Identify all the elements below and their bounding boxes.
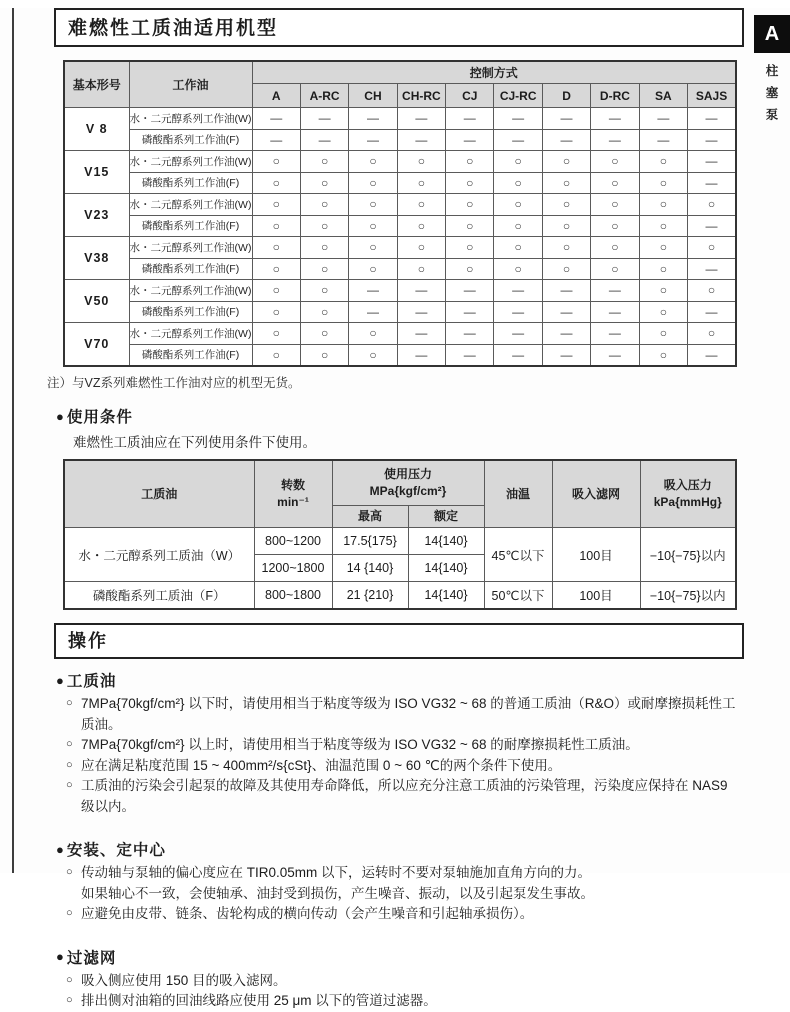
compat-mark-cell: — bbox=[688, 108, 737, 130]
compat-mark-cell: ○ bbox=[397, 172, 445, 194]
bullet-text: 传动轴与泵轴的偏心度应在 TIR0.05mm 以下，运转时不要对泵轴施加直角方向的力。 bbox=[81, 865, 592, 881]
oil-type-cell: 磷酸酯系列工作油(F) bbox=[129, 215, 252, 237]
compat-mark-cell: — bbox=[591, 323, 639, 345]
compat-mark-cell: ○ bbox=[542, 215, 590, 237]
compat-mark-cell: ○ bbox=[349, 172, 397, 194]
speed-cell: 1200~1800 bbox=[254, 555, 332, 582]
oil-type-cell: 水・二元醇系列工作油(W) bbox=[129, 108, 252, 130]
bullet-dot-icon: ● bbox=[56, 841, 65, 857]
section-heading-mounting bbox=[56, 838, 790, 860]
compat-mark-cell: — bbox=[639, 108, 687, 130]
mounting-bullet-list bbox=[66, 863, 738, 925]
compat-mark-cell: — bbox=[494, 280, 542, 302]
compat-mark-cell: ○ bbox=[252, 194, 300, 216]
circle-bullet-icon: ○ bbox=[66, 907, 73, 920]
compat-mark-cell: — bbox=[446, 108, 494, 130]
compat-mark-cell: ○ bbox=[639, 151, 687, 173]
list-item bbox=[66, 776, 738, 817]
fluid-bullet-list bbox=[66, 694, 738, 817]
bullet-dot-icon: ● bbox=[56, 408, 65, 424]
compat-mark-cell: ○ bbox=[349, 258, 397, 280]
category-char: 塞 bbox=[765, 86, 779, 100]
cond-col-strainer: 吸入滤网 bbox=[552, 460, 640, 528]
category-char: 柱 bbox=[765, 64, 779, 78]
compat-mark-cell: ○ bbox=[494, 215, 542, 237]
compat-mark-cell: ○ bbox=[397, 194, 445, 216]
compat-mark-cell: ○ bbox=[300, 172, 348, 194]
speed-cell: 800~1200 bbox=[254, 528, 332, 555]
list-item bbox=[66, 756, 738, 777]
speed-label: 转数 bbox=[280, 478, 305, 493]
rated-pressure-cell: 14{140} bbox=[408, 582, 484, 610]
compat-mark-cell: ○ bbox=[688, 280, 737, 302]
table-row bbox=[64, 151, 736, 173]
compat-mark-cell: ○ bbox=[397, 258, 445, 280]
suction-cell: −10{−75}以内 bbox=[640, 528, 736, 582]
compat-mark-cell: ○ bbox=[542, 151, 590, 173]
list-item bbox=[66, 863, 738, 884]
compat-mark-cell: — bbox=[300, 108, 348, 130]
table-row bbox=[64, 344, 736, 366]
list-item bbox=[66, 694, 738, 735]
bullet-text: 排出侧对油箱的回油线路应使用 25 μm 以下的管道过滤器。 bbox=[81, 993, 437, 1009]
compat-mark-cell: ○ bbox=[300, 301, 348, 323]
compat-mark-cell: ○ bbox=[300, 280, 348, 302]
compat-mark-cell: ○ bbox=[446, 172, 494, 194]
compat-mark-cell: ○ bbox=[494, 172, 542, 194]
oil-type-cell: 磷酸酯系列工作油(F) bbox=[129, 301, 252, 323]
compat-mark-cell: — bbox=[591, 344, 639, 366]
conditions-heading: 使用条件 bbox=[66, 409, 133, 426]
compat-mark-cell: ○ bbox=[397, 237, 445, 259]
compat-mark-cell: — bbox=[591, 301, 639, 323]
circle-bullet-icon: ○ bbox=[66, 779, 73, 792]
compat-mark-cell: — bbox=[688, 301, 737, 323]
compat-mark-cell: — bbox=[542, 344, 590, 366]
strainer-cell: 100目 bbox=[552, 582, 640, 610]
compat-mark-cell: ○ bbox=[300, 323, 348, 345]
suction-unit: kPa{mmHg} bbox=[653, 495, 722, 509]
oil-type-cell: 水・二元醇系列工作油(W) bbox=[129, 194, 252, 216]
pressure-label: 使用压力 bbox=[383, 467, 432, 482]
compat-mark-cell: ○ bbox=[397, 151, 445, 173]
list-item bbox=[66, 904, 738, 925]
table-row bbox=[64, 528, 736, 555]
compat-mark-cell: ○ bbox=[591, 215, 639, 237]
compat-mark-cell: ○ bbox=[252, 280, 300, 302]
table-row bbox=[64, 215, 736, 237]
compat-mark-cell: — bbox=[349, 280, 397, 302]
compat-mark-cell: ○ bbox=[542, 258, 590, 280]
compat-mark-cell: ○ bbox=[252, 215, 300, 237]
compat-mark-cell: ○ bbox=[446, 237, 494, 259]
cond-col-temp: 油温 bbox=[484, 460, 552, 528]
compat-mark-cell: — bbox=[688, 151, 737, 173]
compat-mark-cell: ○ bbox=[252, 172, 300, 194]
compat-mark-cell: — bbox=[494, 108, 542, 130]
compat-mark-cell: — bbox=[688, 129, 737, 151]
compat-mark-cell: ○ bbox=[446, 194, 494, 216]
compat-mark-cell: — bbox=[397, 344, 445, 366]
speed-cell: 800~1800 bbox=[254, 582, 332, 610]
compat-mark-cell: ○ bbox=[349, 194, 397, 216]
compat-mark-cell: ○ bbox=[494, 258, 542, 280]
oil-type-cell: 水・二元醇系列工作油(W) bbox=[129, 151, 252, 173]
bullet-text: 如果轴心不一致，会使轴承、油封受到损伤，产生噪音、振动，以及引起泵发生事故。 bbox=[81, 885, 594, 901]
model-cell: V50 bbox=[64, 280, 129, 323]
compat-mark-cell: ○ bbox=[252, 258, 300, 280]
suction-label: 吸入压力 bbox=[663, 478, 712, 493]
bullet-text: 应避免由皮带、链条、齿轮构成的横向传动（会产生噪音和引起轴承损伤）。 bbox=[81, 906, 534, 922]
cond-col-fluid: 工质油 bbox=[64, 460, 254, 528]
circle-bullet-icon: ○ bbox=[66, 697, 73, 709]
suction-cell: −10{−75}以内 bbox=[640, 582, 736, 610]
cond-col-suction bbox=[640, 460, 736, 528]
compatibility-table bbox=[63, 60, 737, 367]
section-heading-conditions bbox=[56, 405, 790, 427]
compat-mark-cell: ○ bbox=[300, 258, 348, 280]
bullet-dot-icon: ● bbox=[56, 672, 65, 688]
bullet-text: 工质油的污染会引起泵的故障及其使用寿命降低，所以应充分注意工质油的污染管理，污染度应保持在 NAS9 级以内。 bbox=[81, 778, 728, 814]
compat-mark-cell: — bbox=[397, 301, 445, 323]
compat-mark-cell: ○ bbox=[639, 194, 687, 216]
page-title: 难燃性工质油适用机型 bbox=[68, 18, 279, 39]
compat-mark-cell: ○ bbox=[252, 151, 300, 173]
compat-mark-cell: ○ bbox=[639, 344, 687, 366]
rated-pressure-cell: 14{140} bbox=[408, 528, 484, 555]
document-page bbox=[0, 8, 790, 1009]
page-left-rule bbox=[12, 8, 14, 873]
oil-type-cell: 磷酸酯系列工作油(F) bbox=[129, 129, 252, 151]
list-item bbox=[66, 735, 738, 756]
compat-mark-cell: — bbox=[639, 129, 687, 151]
bullet-text: 吸入侧应使用 150 目的吸入滤网。 bbox=[81, 972, 287, 988]
compat-mark-cell: ○ bbox=[639, 237, 687, 259]
control-type-header: A bbox=[252, 84, 300, 108]
control-type-header: D-RC bbox=[591, 84, 639, 108]
mounting-heading: 安装、定中心 bbox=[66, 842, 166, 860]
fluid-name-cell: 水・二元醇系列工质油（W） bbox=[64, 528, 254, 582]
compat-mark-cell: ○ bbox=[446, 215, 494, 237]
strainer-bullet-list bbox=[66, 971, 738, 1012]
strainer-cell: 100目 bbox=[552, 528, 640, 582]
section-heading-fluid bbox=[56, 669, 790, 691]
compat-mark-cell: — bbox=[446, 280, 494, 302]
oil-type-cell: 水・二元醇系列工作油(W) bbox=[129, 280, 252, 302]
compat-mark-cell: — bbox=[542, 280, 590, 302]
model-cell: V70 bbox=[64, 323, 129, 367]
compat-mark-cell: — bbox=[252, 108, 300, 130]
oil-type-cell: 磷酸酯系列工作油(F) bbox=[129, 344, 252, 366]
compat-mark-cell: — bbox=[252, 129, 300, 151]
compat-mark-cell: — bbox=[494, 323, 542, 345]
compat-mark-cell: — bbox=[446, 301, 494, 323]
compat-mark-cell: — bbox=[494, 129, 542, 151]
compat-mark-cell: ○ bbox=[591, 258, 639, 280]
conditions-table bbox=[63, 459, 737, 610]
temp-cell: 45℃以下 bbox=[484, 528, 552, 582]
compat-mark-cell: — bbox=[591, 108, 639, 130]
circle-bullet-icon: ○ bbox=[66, 758, 73, 771]
compat-mark-cell: — bbox=[688, 172, 737, 194]
compat-mark-cell: ○ bbox=[542, 194, 590, 216]
bullet-dot-icon: ● bbox=[56, 949, 65, 965]
compat-mark-cell: ○ bbox=[300, 194, 348, 216]
compat-mark-cell: — bbox=[591, 129, 639, 151]
control-type-header: D bbox=[542, 84, 590, 108]
fluid-heading: 工质油 bbox=[66, 673, 117, 690]
list-item-continuation bbox=[66, 884, 738, 905]
control-type-header: CH-RC bbox=[397, 84, 445, 108]
compat-mark-cell: — bbox=[349, 108, 397, 130]
list-item bbox=[66, 971, 738, 992]
compat-mark-cell: — bbox=[397, 129, 445, 151]
col-header-control: 控制方式 bbox=[252, 61, 736, 84]
strainer-heading: 过滤网 bbox=[66, 949, 117, 967]
pressure-unit: MPa{kgf/cm²} bbox=[369, 484, 447, 498]
table-note: 注）与VZ系列难燃性工作油对应的机型无货。 bbox=[47, 376, 301, 390]
bullet-text: 7MPa{70kgf/cm²} 以下时，请使用相当于粘度等级为 ISO VG32 ~ 68 的普通工质油（R&O）或耐摩擦损耗性工质油。 bbox=[81, 696, 736, 732]
compat-mark-cell: — bbox=[542, 323, 590, 345]
bullet-text: 应在满足粘度范围 15 ~ 400mm²/s{cSt}、油温范围 0 ~ 60 ℃的两个条件下使用。 bbox=[81, 757, 562, 773]
compat-mark-cell: ○ bbox=[494, 194, 542, 216]
col-header-oil: 工作油 bbox=[129, 61, 252, 108]
rated-pressure-cell: 14{140} bbox=[408, 555, 484, 582]
circle-bullet-icon: ○ bbox=[66, 738, 73, 751]
compat-mark-cell: — bbox=[542, 301, 590, 323]
table-row bbox=[64, 194, 736, 216]
circle-bullet-icon: ○ bbox=[66, 866, 73, 879]
compat-mark-cell: ○ bbox=[639, 323, 687, 345]
compat-mark-cell: ○ bbox=[349, 344, 397, 366]
compat-mark-cell: ○ bbox=[252, 323, 300, 345]
compat-mark-cell: — bbox=[542, 108, 590, 130]
compat-mark-cell: — bbox=[494, 344, 542, 366]
compat-mark-cell: — bbox=[349, 129, 397, 151]
circle-bullet-icon: ○ bbox=[66, 973, 73, 986]
page-title-box bbox=[54, 8, 744, 47]
section-heading-strainer bbox=[56, 946, 790, 968]
section-tab-letter: A bbox=[764, 22, 780, 45]
compat-mark-cell: ○ bbox=[397, 215, 445, 237]
compat-mark-cell: ○ bbox=[542, 237, 590, 259]
compat-mark-cell: ○ bbox=[639, 258, 687, 280]
speed-unit: min⁻¹ bbox=[277, 495, 309, 509]
compat-mark-cell: ○ bbox=[688, 194, 737, 216]
table-row bbox=[64, 108, 736, 130]
operation-title: 操作 bbox=[68, 631, 108, 651]
compat-mark-cell: ○ bbox=[688, 237, 737, 259]
compat-mark-cell: ○ bbox=[494, 237, 542, 259]
table-row bbox=[64, 237, 736, 259]
model-cell: V 8 bbox=[64, 108, 129, 151]
cond-col-speed bbox=[254, 460, 332, 528]
compat-mark-cell: — bbox=[446, 323, 494, 345]
table-row bbox=[64, 172, 736, 194]
compat-mark-cell: ○ bbox=[639, 280, 687, 302]
compat-mark-cell: ○ bbox=[349, 237, 397, 259]
table-row bbox=[64, 280, 736, 302]
temp-cell: 50℃以下 bbox=[484, 582, 552, 610]
compat-mark-cell: — bbox=[300, 129, 348, 151]
compat-mark-cell: ○ bbox=[446, 258, 494, 280]
compat-mark-cell: ○ bbox=[591, 151, 639, 173]
compat-mark-cell: — bbox=[688, 215, 737, 237]
table-row bbox=[64, 323, 736, 345]
compat-mark-cell: ○ bbox=[300, 237, 348, 259]
compat-mark-cell: — bbox=[542, 129, 590, 151]
bullet-spacer bbox=[66, 884, 81, 905]
compat-mark-cell: — bbox=[494, 301, 542, 323]
category-char: 泵 bbox=[765, 108, 779, 122]
compat-mark-cell: — bbox=[397, 323, 445, 345]
circle-bullet-icon: ○ bbox=[66, 994, 73, 1007]
model-cell: V15 bbox=[64, 151, 129, 194]
compat-mark-cell: — bbox=[591, 280, 639, 302]
compat-mark-cell: ○ bbox=[300, 215, 348, 237]
compat-mark-cell: ○ bbox=[349, 215, 397, 237]
compat-mark-cell: ○ bbox=[688, 323, 737, 345]
fluid-name-cell: 磷酸酯系列工质油（F） bbox=[64, 582, 254, 610]
compat-mark-cell: ○ bbox=[591, 194, 639, 216]
col-header-model: 基本形号 bbox=[64, 61, 129, 108]
bullet-text: 7MPa{70kgf/cm²} 以上时，请使用相当于粘度等级为 ISO VG32 ~ 68 的耐摩擦损耗性工质油。 bbox=[81, 737, 639, 753]
compat-mark-cell: ○ bbox=[639, 301, 687, 323]
control-type-header: A-RC bbox=[300, 84, 348, 108]
oil-type-cell: 磷酸酯系列工作油(F) bbox=[129, 172, 252, 194]
compat-mark-cell: — bbox=[688, 258, 737, 280]
compat-mark-cell: ○ bbox=[300, 151, 348, 173]
compat-mark-cell: — bbox=[688, 344, 737, 366]
table-row bbox=[64, 258, 736, 280]
table-row bbox=[64, 582, 736, 610]
max-pressure-cell: 14 {140} bbox=[332, 555, 408, 582]
compat-mark-cell: ○ bbox=[542, 172, 590, 194]
compat-mark-cell: ○ bbox=[252, 237, 300, 259]
compat-mark-cell: ○ bbox=[349, 323, 397, 345]
compat-mark-cell: ○ bbox=[639, 172, 687, 194]
oil-type-cell: 磷酸酯系列工作油(F) bbox=[129, 258, 252, 280]
compat-mark-cell: ○ bbox=[252, 301, 300, 323]
conditions-intro: 难燃性工质油应在下列使用条件下使用。 bbox=[73, 435, 316, 450]
section-tab-a bbox=[754, 15, 790, 53]
compat-mark-cell: — bbox=[397, 108, 445, 130]
compat-mark-cell: — bbox=[446, 344, 494, 366]
compat-mark-cell: ○ bbox=[639, 215, 687, 237]
cond-col-pressure bbox=[332, 460, 484, 506]
cond-col-max: 最高 bbox=[332, 506, 408, 528]
model-cell: V23 bbox=[64, 194, 129, 237]
table-row bbox=[64, 301, 736, 323]
cond-col-rated: 额定 bbox=[408, 506, 484, 528]
compat-mark-cell: ○ bbox=[591, 237, 639, 259]
compat-mark-cell: — bbox=[349, 301, 397, 323]
max-pressure-cell: 21 {210} bbox=[332, 582, 408, 610]
compat-mark-cell: ○ bbox=[494, 151, 542, 173]
compat-mark-cell: — bbox=[397, 280, 445, 302]
list-item bbox=[66, 991, 738, 1012]
section-tab-category bbox=[761, 60, 783, 126]
control-type-header: CJ-RC bbox=[494, 84, 542, 108]
control-type-header: CJ bbox=[446, 84, 494, 108]
table-row bbox=[64, 129, 736, 151]
compat-mark-cell: ○ bbox=[300, 344, 348, 366]
compat-mark-cell: ○ bbox=[446, 151, 494, 173]
control-type-header: CH bbox=[349, 84, 397, 108]
oil-type-cell: 水・二元醇系列工作油(W) bbox=[129, 323, 252, 345]
compat-mark-cell: ○ bbox=[252, 344, 300, 366]
oil-type-cell: 水・二元醇系列工作油(W) bbox=[129, 237, 252, 259]
max-pressure-cell: 17.5{175} bbox=[332, 528, 408, 555]
model-cell: V38 bbox=[64, 237, 129, 280]
control-type-header: SAJS bbox=[688, 84, 737, 108]
compat-mark-cell: — bbox=[446, 129, 494, 151]
control-type-header: SA bbox=[639, 84, 687, 108]
compat-mark-cell: ○ bbox=[349, 151, 397, 173]
compat-mark-cell: ○ bbox=[591, 172, 639, 194]
operation-title-box bbox=[54, 623, 744, 659]
